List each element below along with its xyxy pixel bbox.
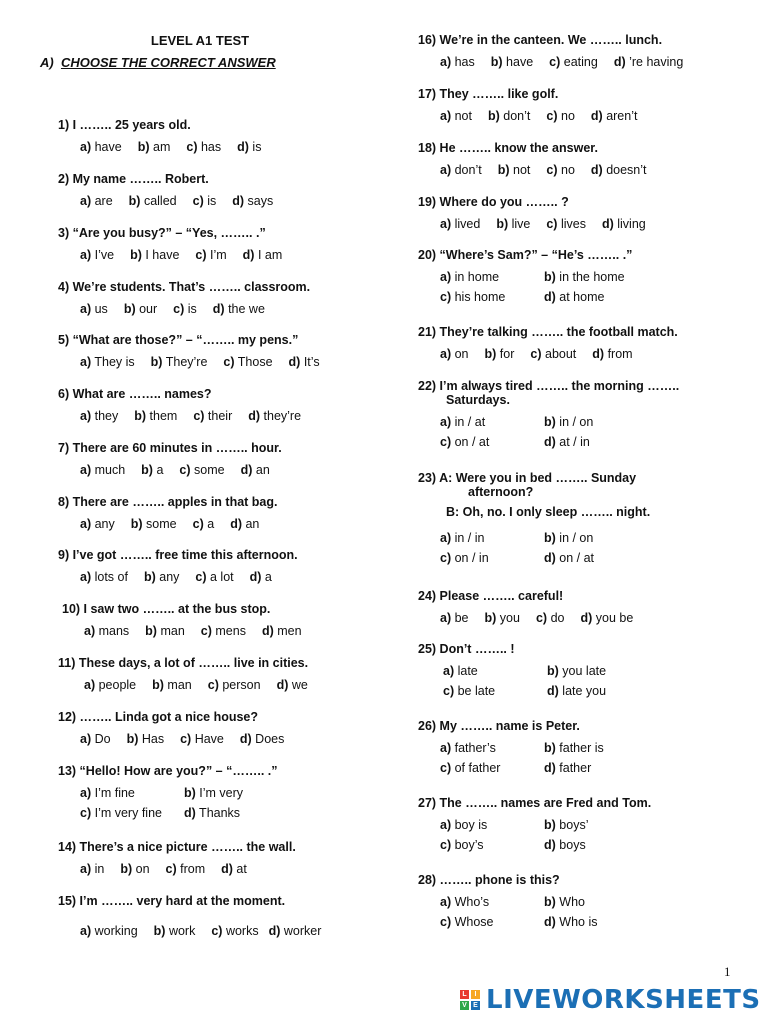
answer-option-d[interactable]: d) a [249, 570, 272, 584]
answer-option-b[interactable]: b) They’re [150, 355, 208, 369]
question-text-part-b: B: Oh, no. I only sleep …….. night. [446, 505, 651, 519]
question-24 [418, 589, 633, 625]
answer-option-c[interactable]: c) eating [549, 55, 598, 69]
answer-option-a[interactable]: a) not [440, 109, 472, 123]
answer-option-a[interactable]: a) are [80, 194, 113, 208]
answer-option-a[interactable]: a) in / at [440, 415, 486, 429]
answer-option-c[interactable]: c) be late [443, 684, 496, 698]
answer-row [418, 915, 598, 929]
answer-row [418, 217, 646, 231]
logo-square: V [460, 1001, 469, 1010]
question-text: 4) We’re students. That’s …….. classroom. [58, 280, 311, 294]
answer-option-a[interactable]: a) I’ve [80, 248, 115, 262]
answer-option-a[interactable]: a) Do [80, 732, 111, 746]
question-20 [418, 248, 632, 304]
answer-option-a[interactable]: a) Who’s [440, 895, 490, 909]
answer-option-c[interactable]: c) do [535, 611, 565, 625]
question-11 [58, 656, 308, 692]
answer-option-a[interactable]: a) father’s [440, 741, 496, 755]
answer-option-a[interactable]: a) on [440, 347, 469, 361]
question-text: 1) I …….. 25 years old. [58, 118, 191, 132]
answer-option-b[interactable]: b) in the home [544, 270, 625, 284]
answer-option-c[interactable]: c) some [179, 463, 225, 477]
answer-row [58, 806, 277, 820]
logo-text: LIVEWORKSHEETS [486, 985, 761, 1015]
question-15 [58, 894, 330, 946]
answer-option-d[interactable]: d) men [261, 624, 302, 638]
answer-row [418, 611, 633, 625]
answer-option-c[interactable]: c) boy’s [440, 838, 484, 852]
question-text-continued: Saturdays. [446, 393, 510, 407]
answer-row [62, 624, 302, 638]
question-27 [418, 796, 651, 852]
answer-option-a[interactable]: a) they [80, 409, 119, 423]
answer-row [58, 916, 330, 946]
answer-option-a[interactable]: a) in home [440, 270, 500, 284]
answer-option-d[interactable]: d) living [601, 217, 646, 231]
answer-row [418, 664, 606, 678]
question-text: 23) A: Were you in bed …….. Sunday [418, 471, 637, 485]
page-number: 1 [724, 964, 731, 979]
answer-option-b[interactable]: b) I have [130, 248, 180, 262]
answer-row [418, 531, 650, 545]
section-prefix: A) [40, 55, 54, 70]
question-22 [418, 379, 679, 449]
answer-option-d[interactable]: d) from [592, 347, 633, 361]
question-9 [58, 548, 298, 584]
question-text: 2) My name …….. Robert. [58, 172, 209, 186]
answer-option-c[interactable]: c) of father [440, 761, 501, 775]
answer-option-b[interactable]: b) them [134, 409, 178, 423]
answer-row [418, 109, 637, 123]
question-text: 27) The …….. names are Fred and Tom. [418, 796, 652, 810]
answer-option-c[interactable]: c) Those [223, 355, 273, 369]
answer-option-b[interactable]: b) man [152, 678, 192, 692]
answer-option-a[interactable]: a) be [440, 611, 469, 625]
page-title: LEVEL A1 TEST [150, 33, 250, 48]
answer-option-a[interactable]: a) They is [80, 355, 135, 369]
answer-row [418, 347, 678, 361]
answer-option-d[interactable]: d) aren’t [590, 109, 638, 123]
answer-option-b[interactable]: b) for [484, 347, 515, 361]
answer-option-a[interactable]: a) don’t [440, 163, 482, 177]
answer-row [418, 838, 651, 852]
answer-option-a[interactable]: a) I’m fine [80, 786, 135, 800]
answer-option-a[interactable]: a) any [80, 517, 115, 531]
answer-option-c[interactable]: c) on / at [440, 435, 490, 449]
answer-option-d[interactable]: d) ’re having [613, 55, 684, 69]
question-text: 28) …….. phone is this? [418, 873, 560, 887]
answer-option-b[interactable]: b) Has [126, 732, 165, 746]
question-text: 18) He …….. know the answer. [418, 141, 598, 155]
question-21 [418, 325, 678, 361]
answer-row [58, 862, 296, 876]
answer-option-d[interactable]: d) on / at [544, 551, 595, 565]
question-text: 16) We’re in the canteen. We …….. lunch. [418, 33, 663, 47]
answer-option-d[interactable]: d) an [240, 463, 270, 477]
question-text-continued: afternoon? [468, 485, 534, 499]
answer-row [58, 678, 308, 692]
answer-option-d[interactable]: d) Who is [544, 915, 598, 929]
answer-option-c[interactable]: c) his home [440, 290, 506, 304]
answer-row [58, 463, 282, 477]
question-text: 21) They’re talking …….. the football match. [418, 325, 678, 339]
answer-option-b[interactable]: b) any [143, 570, 180, 584]
answer-option-b[interactable]: b) not [497, 163, 531, 177]
answer-option-b[interactable]: b) you [484, 611, 520, 625]
logo-square: E [471, 1001, 480, 1010]
logo-icon [460, 990, 480, 1010]
answer-option-b[interactable]: b) father is [544, 741, 604, 755]
question-1 [58, 118, 261, 154]
answer-row [418, 55, 683, 69]
answer-option-d[interactable]: d) boys [544, 838, 586, 852]
answer-option-d[interactable]: d) says [232, 194, 274, 208]
question-text: 13) “Hello! How are you?” – “…….. .” [58, 764, 278, 778]
answer-row [58, 732, 284, 746]
answer-option-c[interactable]: c) a lot [195, 570, 234, 584]
answer-option-b[interactable]: b) work [153, 924, 196, 938]
answer-option-c[interactable]: c) works [211, 924, 259, 938]
logo-square: L [460, 990, 469, 999]
answer-row [418, 895, 598, 909]
answer-option-d[interactable]: d) we [276, 678, 308, 692]
answer-option-c[interactable]: c) lives [546, 217, 586, 231]
answer-option-b[interactable]: b) am [137, 140, 171, 154]
question-8 [58, 495, 278, 531]
answer-option-a[interactable]: a) people [84, 678, 137, 692]
answer-option-d[interactable]: d) at home [544, 290, 605, 304]
answer-option-b[interactable]: b) don’t [487, 109, 531, 123]
answer-option-b[interactable]: b) our [123, 302, 158, 316]
question-25 [418, 642, 606, 698]
answer-option-d[interactable]: d) they’re [248, 409, 302, 423]
answer-option-c[interactable]: c) Have [180, 732, 224, 746]
question-text: 9) I’ve got …….. free time this afternoon. [58, 548, 298, 562]
question-23 [418, 471, 650, 565]
question-2 [58, 172, 273, 208]
logo-square: I [471, 990, 480, 999]
answer-option-b[interactable]: b) in / on [544, 531, 594, 545]
answer-option-c[interactable]: c) is [173, 302, 197, 316]
question-text: 22) I’m always tired …….. the morning …….. [418, 379, 680, 393]
answer-option-d[interactable]: d) the we [212, 302, 265, 316]
answer-option-d[interactable]: d) It’s [288, 355, 320, 369]
answer-option-a[interactable]: a) boy is [440, 818, 488, 832]
answer-option-c[interactable]: c) mens [200, 624, 246, 638]
answer-option-d[interactable]: d) Does [239, 732, 285, 746]
question-3 [58, 226, 282, 262]
answer-option-b[interactable]: b) in / on [544, 415, 594, 429]
answer-row [58, 570, 298, 584]
question-text: 25) Don’t …….. ! [418, 642, 515, 656]
question-text: 6) What are …….. names? [58, 387, 212, 401]
answer-option-d[interactable]: d) I am [242, 248, 283, 262]
question-text: 20) “Where’s Sam?” – “He’s …….. .” [418, 248, 633, 262]
answer-option-c[interactable]: c) Whose [440, 915, 494, 929]
answer-option-d[interactable]: d) is [237, 140, 262, 154]
question-10 [62, 602, 302, 638]
answer-option-c[interactable]: c) is [192, 194, 217, 208]
answer-row [58, 786, 277, 800]
question-text: 3) “Are you busy?” – “Yes, …….. .” [58, 226, 266, 240]
answer-option-b[interactable]: b) man [145, 624, 185, 638]
answer-option-a[interactable]: a) have [80, 140, 122, 154]
answer-row [58, 355, 320, 369]
answer-option-c[interactable]: c) on / in [440, 551, 489, 565]
question-14 [58, 840, 296, 876]
question-7 [58, 441, 282, 477]
question-text: 17) They …….. like golf. [418, 87, 559, 101]
answer-option-a[interactable]: a) late [443, 664, 478, 678]
answer-row [418, 818, 651, 832]
question-text: 7) There are 60 minutes in …….. hour. [58, 441, 282, 455]
answer-option-d[interactable]: d) at / in [544, 435, 590, 449]
answer-option-c[interactable]: c) a [192, 517, 215, 531]
question-18 [418, 141, 647, 177]
answer-row [418, 435, 679, 449]
answer-option-a[interactable]: a) has [440, 55, 475, 69]
question-text: 12) …….. Linda got a nice house? [58, 710, 259, 724]
liveworksheets-logo [460, 985, 761, 1015]
question-19 [418, 195, 646, 231]
question-text: 11) These days, a lot of …….. live in cities. [58, 656, 309, 670]
answer-option-a[interactable]: a) in [80, 862, 105, 876]
answer-option-d[interactable]: d) you be [580, 611, 634, 625]
question-text: 26) My …….. name is Peter. [418, 719, 580, 733]
answer-option-b[interactable]: b) have [490, 55, 534, 69]
answer-option-d[interactable]: d) father [544, 761, 592, 775]
question-6 [58, 387, 301, 423]
section-heading [40, 55, 276, 70]
question-text: 14) There’s a nice picture …….. the wall. [58, 840, 296, 854]
question-text: 10) I saw two …….. at the bus stop. [62, 602, 271, 616]
question-16 [418, 33, 683, 69]
question-4 [58, 280, 310, 316]
answer-option-c[interactable]: c) has [186, 140, 222, 154]
answer-option-d[interactable]: d) at [221, 862, 247, 876]
answer-row [58, 248, 282, 262]
answer-option-d[interactable]: d) doesn’t [590, 163, 647, 177]
answer-option-c[interactable]: c) person [207, 678, 261, 692]
answer-row [418, 551, 650, 565]
answer-option-c[interactable]: c) no [546, 163, 575, 177]
answer-row [418, 163, 647, 177]
answer-row [58, 194, 273, 208]
answer-option-b[interactable]: b) boys’ [544, 818, 589, 832]
answer-row [418, 684, 606, 698]
question-5 [58, 333, 320, 369]
answer-option-d[interactable]: d) late you [547, 684, 607, 698]
answer-option-b[interactable]: b) Who [544, 895, 585, 909]
question-17 [418, 87, 637, 123]
question-text: 19) Where do you …….. ? [418, 195, 569, 209]
answer-option-b[interactable]: b) on [120, 862, 150, 876]
answer-option-c[interactable]: c) their [193, 409, 233, 423]
answer-option-c[interactable]: c) no [546, 109, 575, 123]
answer-row [418, 761, 604, 775]
answer-option-d[interactable]: d) Thanks [184, 806, 241, 820]
answer-option-b[interactable]: b) you late [547, 664, 607, 678]
question-text: 24) Please …….. careful! [418, 589, 564, 603]
answer-row [58, 140, 261, 154]
answer-option-b[interactable]: b) I’m very [184, 786, 244, 800]
section-label: CHOOSE THE CORRECT ANSWER [60, 55, 276, 70]
answer-option-a[interactable]: a) us [80, 302, 108, 316]
answer-row [418, 270, 632, 284]
answer-option-d[interactable]: d) worker [268, 924, 322, 938]
answer-row [58, 302, 310, 316]
answer-option-a[interactable]: a) mans [84, 624, 130, 638]
question-text: 8) There are …….. apples in that bag. [58, 495, 278, 509]
answer-option-a[interactable]: a) much [80, 463, 126, 477]
answer-row [58, 409, 301, 423]
answer-row [418, 741, 604, 755]
answer-option-b[interactable]: b) a [141, 463, 164, 477]
answer-option-c[interactable]: c) I’m very fine [80, 806, 162, 820]
question-text: 5) “What are those?” – “…….. my pens.” [58, 333, 299, 347]
answer-row [58, 517, 278, 531]
answer-option-b[interactable]: b) live [496, 217, 531, 231]
question-26 [418, 719, 604, 775]
answer-option-b[interactable]: b) some [130, 517, 177, 531]
answer-option-c[interactable]: c) I’m [195, 248, 227, 262]
answer-option-a[interactable]: a) lots of [80, 570, 128, 584]
answer-row [418, 290, 632, 304]
question-text: 15) I’m …….. very hard at the moment. [58, 894, 286, 908]
answer-option-c[interactable]: c) about [530, 347, 577, 361]
answer-option-c[interactable]: c) from [165, 862, 206, 876]
answer-option-a[interactable]: a) lived [440, 217, 481, 231]
question-13 [58, 764, 277, 820]
answer-option-d[interactable]: d) an [230, 517, 260, 531]
answer-option-a[interactable]: a) working [80, 924, 138, 938]
answer-row [418, 415, 679, 429]
question-12 [58, 710, 284, 746]
answer-option-a[interactable]: a) in / in [440, 531, 485, 545]
question-28 [418, 873, 598, 929]
answer-option-b[interactable]: b) called [128, 194, 177, 208]
